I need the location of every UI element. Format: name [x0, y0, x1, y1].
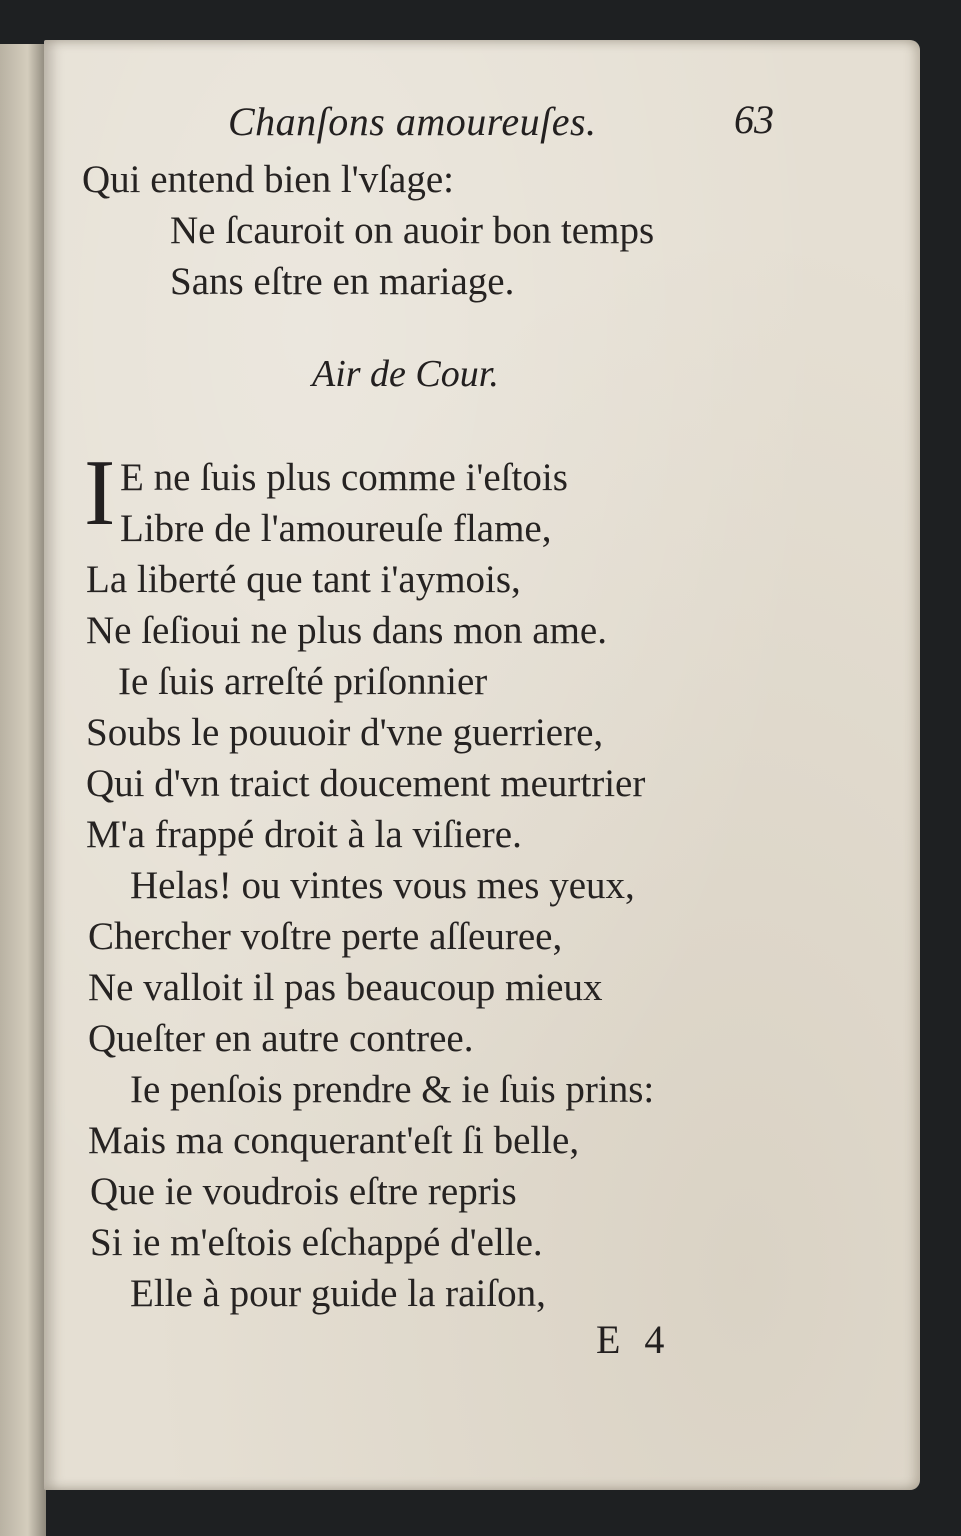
signature-mark: E 4 [596, 1317, 665, 1362]
poem-line: Soubs le pouuoir d'vne guerriere, [86, 711, 604, 754]
poem-line: Chercher voſtre perte aſſeuree, [88, 915, 563, 958]
poem-first-line-1: E ne ſuis plus comme i'eſtois [120, 456, 568, 499]
poem-line: Que ie voudrois eſtre repris [90, 1170, 517, 1213]
drop-cap: I [84, 441, 116, 545]
poem-line: La liberté que tant i'aymois, [86, 558, 521, 601]
poem-line: Ie penſois prendre & ie ſuis prins: [130, 1068, 655, 1111]
opening-line-3: Sans eſtre en mariage. [170, 260, 515, 303]
poem-line: Qui d'vn traict doucement meurtrier [86, 762, 646, 805]
opening-line-2: Ne ſcauroit on auoir bon temps [170, 209, 655, 252]
previous-page-edge [0, 44, 46, 1536]
section-title: Air de Cour. [312, 353, 499, 395]
poem-line: Si ie m'eſtois eſchappé d'elle. [90, 1221, 543, 1264]
running-head: Chanſons amoureuſes. [228, 99, 597, 144]
poem-line: Helas! ou vintes vous mes yeux, [130, 864, 635, 907]
page-number: 63 [734, 97, 774, 142]
opening-line-1: Qui entend bien l'vſage: [82, 158, 455, 201]
poem-line: Ie ſuis arreſté priſonnier [118, 660, 488, 703]
poem-line: Queſter en autre contree. [88, 1017, 474, 1060]
poem-line: Ne valloit il pas beaucoup mieux [88, 966, 603, 1009]
poem-line: Ne ſeſioui ne plus dans mon ame. [86, 609, 607, 652]
poem-line: Elle à pour guide la raiſon, [130, 1272, 546, 1315]
poem-line: Mais ma conquerant'eſt ſi belle, [88, 1119, 580, 1162]
poem-line: M'a frappé droit à la viſiere. [86, 813, 522, 856]
poem-first-line-2: Libre de l'amoureuſe flame, [120, 507, 552, 550]
